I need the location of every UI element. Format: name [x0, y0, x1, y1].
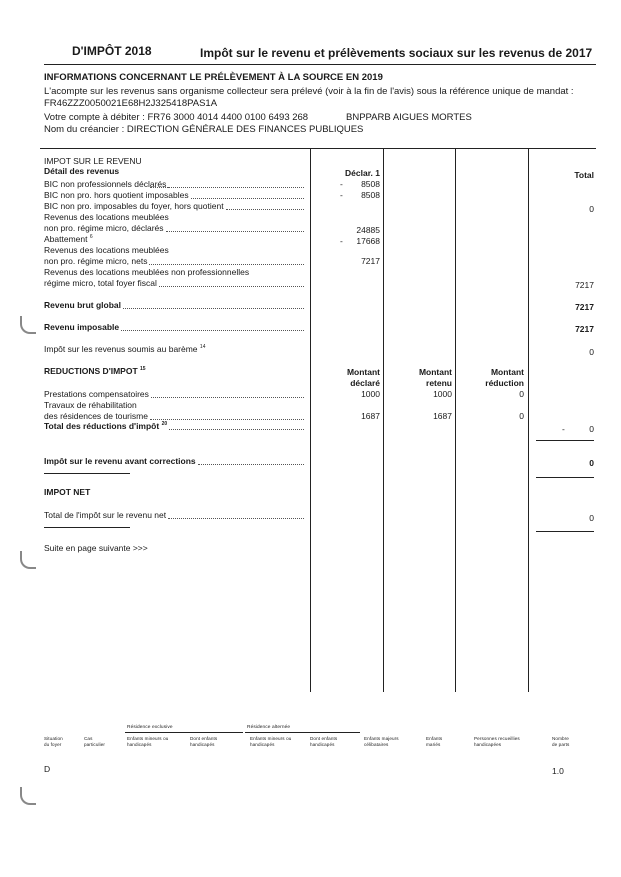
section-underline: [44, 473, 130, 474]
col-montant-reduction: [485, 367, 524, 389]
row-label: non pro. régime micro, nets: [44, 256, 148, 266]
footer-col-line: Situation: [44, 736, 63, 741]
row-label: BIC non pro. imposables du foyer, hors quotient: [44, 201, 224, 211]
compte-a-debiter: Votre compte à débiter : FR76 3000 4014 4400 0100 6493 268: [44, 112, 309, 123]
footer-col-line: Nombre: [552, 736, 569, 741]
row-sign: -: [340, 236, 343, 246]
row-value: 8508: [361, 190, 380, 200]
col-header-line: déclaré: [350, 378, 380, 388]
section-impot-revenu: IMPOT SUR LE REVENU: [44, 156, 142, 166]
row-sign: -: [340, 190, 343, 200]
dotted-leader: [151, 397, 304, 398]
footnote-ref: 20: [161, 421, 168, 428]
reductions-title: [44, 366, 146, 376]
residence-exclusive-label: Résidence exclusive: [127, 725, 173, 730]
footer-col-majeurs: [364, 736, 399, 748]
row-label: Revenus des locations meublées: [44, 212, 169, 222]
row-value: 1687: [361, 411, 380, 421]
row-label: non pro. régime micro, déclarés: [44, 223, 164, 233]
row-label: Revenus des locations meublées non professionnelles: [44, 267, 250, 277]
avant-corrections-total: 0: [589, 458, 594, 468]
dotted-leader: [226, 209, 304, 210]
dotted-leader: [166, 231, 304, 232]
footer-col-parts: [552, 736, 569, 748]
footer-col-line: handicapés: [190, 742, 215, 747]
col-declar-header: Déclar. 1: [345, 168, 380, 178]
footer-col-line: handicapées: [474, 742, 502, 747]
col-header-line: Montant: [346, 367, 380, 377]
row-total: 0: [589, 204, 594, 214]
footer-col-line: Personnes recueillies: [474, 736, 520, 741]
parts-value: 1.0: [552, 766, 564, 776]
footer-col-line: de parts: [552, 742, 570, 747]
footer-col-enfants-excl: [127, 736, 168, 748]
footer-col-enfants-alt: [250, 736, 291, 748]
row-value: 0: [519, 411, 524, 421]
impot-net-title: IMPOT NET: [44, 487, 91, 497]
row-sign: -: [562, 424, 565, 434]
revenu-brut-label: Revenu brut global: [44, 300, 121, 310]
banque-name: BNPPARB AIGUES MORTES: [346, 112, 472, 123]
row-label: Prestations compensatoires: [44, 389, 149, 399]
footnote-ref: 14: [199, 344, 206, 351]
dotted-leader: [168, 518, 304, 519]
dotted-leader: [168, 187, 304, 188]
footer-col-line: mariés: [426, 742, 441, 747]
row-value: 8508: [361, 179, 380, 189]
footer-col-dont-alt: [310, 736, 337, 748]
col-header-line: retenu: [426, 378, 452, 388]
row-value: 24885: [356, 225, 380, 235]
residence-exclusive-rule: [125, 732, 243, 733]
col-total-header: Total: [574, 170, 594, 180]
row-label: BIC non pro. hors quotient imposables: [44, 190, 189, 200]
row-label: Travaux de réhabilitation: [44, 400, 137, 410]
column-divider-3: [455, 148, 456, 692]
footnote-ref: 15: [140, 366, 146, 373]
total-reductions-value: 0: [589, 424, 594, 434]
row-label: BIC non professionnels déclarés: [44, 179, 167, 189]
column-divider-1: [310, 148, 311, 692]
suite-page-link: Suite en page suivante >>>: [44, 543, 148, 553]
footer-col-line: du foyer: [44, 742, 62, 747]
header-main-title: Impôt sur le revenu et prélèvements sociaux sur les revenus de 2017: [200, 46, 593, 60]
row-total: 7217: [575, 280, 594, 290]
footer-col-line: Enfants majeurs: [364, 736, 399, 741]
row-value: 1000: [361, 389, 380, 399]
row-value: 0: [519, 389, 524, 399]
row-sign: -: [340, 179, 343, 189]
footer-col-maries: [426, 736, 442, 748]
row-value: 1000: [433, 389, 452, 399]
total-underline: [536, 531, 594, 532]
dotted-leader: [123, 308, 304, 309]
footer-col-line: Enfants mineurs ou: [127, 736, 169, 741]
footer-col-line: handicapés: [127, 742, 152, 747]
dotted-leader: [121, 330, 304, 331]
table-top-border: [40, 148, 596, 149]
header-year-title: D'IMPÔT 2018: [72, 44, 152, 58]
col-header-line: réduction: [485, 378, 524, 388]
col-header-line: Montant: [490, 367, 524, 377]
footnote-ref: 6: [89, 234, 93, 241]
revenu-imposable-total: 7217: [575, 324, 594, 334]
header-divider: [44, 64, 596, 65]
footer-col-line: particulier: [84, 742, 106, 747]
avant-corrections-label: Impôt sur le revenu avant corrections: [44, 456, 196, 466]
footer-col-line: handicapés: [310, 742, 335, 747]
row-value: 7217: [361, 256, 380, 266]
situation-value: D: [44, 764, 51, 774]
impot-bareme-label: [44, 344, 205, 354]
dotted-leader: [150, 419, 304, 420]
column-divider-4: [528, 148, 529, 692]
footer-col-cas: [84, 736, 105, 748]
impot-net-total-label: Total de l'impôt sur le revenu net: [44, 510, 167, 520]
creancier-name: Nom du créancier : DIRECTION GÉNÉRALE DES FINANCES PUBLIQUES: [44, 124, 364, 135]
col-header-line: Montant: [418, 367, 452, 377]
total-underline: [536, 440, 594, 441]
scan-mark: [20, 787, 36, 805]
footer-col-line: Cas: [84, 736, 93, 741]
footer-col-line: célibataires: [364, 742, 389, 747]
residence-alternee-rule: [245, 732, 360, 733]
reductions-title-text: REDUCTIONS D'IMPOT: [44, 366, 138, 376]
prelevement-line: L'acompte sur les revenus sans organisme collecteur sera prélevé (voir à la fin de l'avis) sous la référence unique de mandat :: [44, 86, 574, 97]
footer-col-dont-excl: [190, 736, 217, 748]
row-label: des résidences de tourisme: [44, 411, 148, 421]
row-value: 17668: [356, 236, 380, 246]
footer-col-situation: [44, 736, 63, 748]
row-label: [44, 234, 93, 244]
row-label: régime micro, total foyer fiscal: [44, 278, 157, 288]
footer-col-line: Dont enfants: [190, 736, 218, 741]
footer-col-line: handicapés: [250, 742, 275, 747]
impot-net-total: 0: [589, 513, 594, 523]
col-montant-retenu: [419, 367, 452, 389]
scan-mark: [20, 551, 36, 569]
impot-bareme-total: 0: [589, 347, 594, 357]
dotted-leader: [191, 198, 304, 199]
revenu-brut-total: 7217: [575, 302, 594, 312]
revenu-imposable-label: Revenu imposable: [44, 322, 120, 332]
row-value: 1687: [433, 411, 452, 421]
footer-col-recueillies: [474, 736, 520, 748]
impot-bareme-text: Impôt sur les revenus soumis au barème: [44, 344, 198, 354]
total-underline: [536, 477, 594, 478]
dotted-leader: [198, 464, 304, 465]
detail-revenus-title: Détail des revenus: [44, 166, 120, 176]
footer-col-line: Dont enfants: [310, 736, 338, 741]
row-label: Revenus des locations meublées: [44, 245, 169, 255]
prelevement-title: INFORMATIONS CONCERNANT LE PRÉLÈVEMENT À LA SOURCE EN 2019: [44, 72, 383, 83]
scan-mark: [20, 316, 36, 334]
residence-alternee-label: Résidence alternée: [247, 725, 291, 730]
dotted-leader: [149, 264, 304, 265]
col-montant-declare: [347, 367, 380, 389]
column-divider-2: [383, 148, 384, 692]
dotted-leader: [159, 286, 304, 287]
dotted-leader: [169, 429, 304, 430]
footer-col-line: Enfants mineurs ou: [250, 736, 292, 741]
section-underline: [44, 527, 130, 528]
mandat-reference: FR46ZZZ0050021E68H2J325418PAS1A: [44, 98, 218, 109]
total-reductions-text: Total des réductions d'impôt: [44, 421, 160, 431]
footer-col-line: Enfants: [426, 736, 443, 741]
total-reductions-label: [44, 421, 167, 431]
abattement-label: Abattement: [44, 234, 88, 244]
